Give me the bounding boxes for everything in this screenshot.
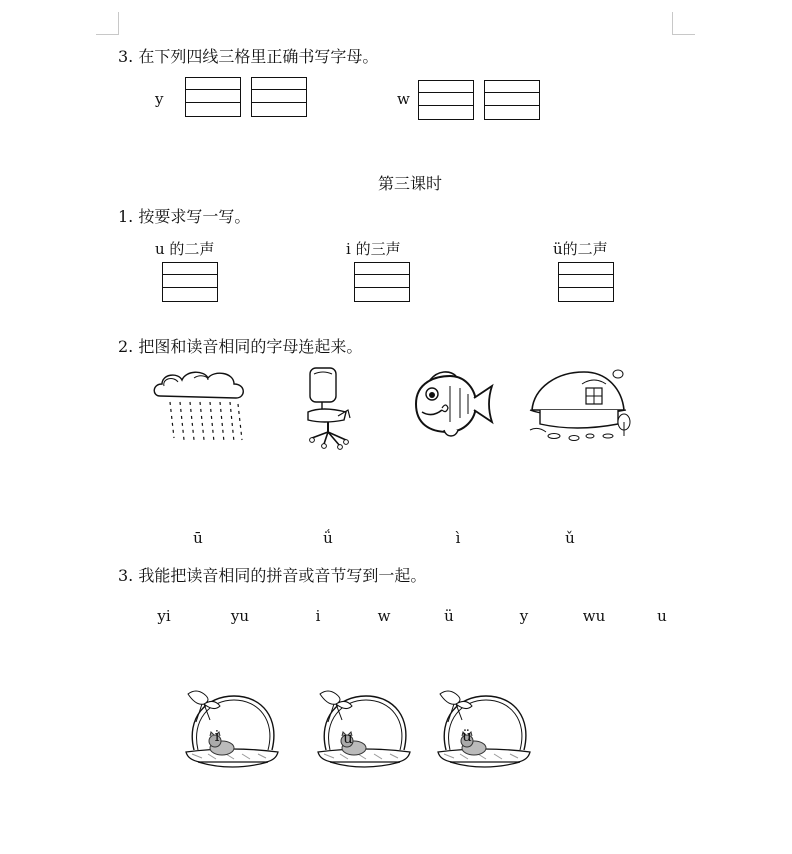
- tone-label-u: u 的二声: [155, 240, 215, 258]
- fish-icon[interactable]: [410, 368, 496, 440]
- syllable-option[interactable]: yu: [230, 607, 250, 625]
- tone-label-i: i 的三声: [346, 240, 401, 258]
- basket-icon[interactable]: [434, 688, 534, 774]
- writing-grid[interactable]: [185, 77, 241, 117]
- writing-grid[interactable]: [354, 262, 410, 302]
- syllable-option[interactable]: wu: [582, 607, 606, 625]
- question-1-title: 1. 按要求写一写。: [118, 207, 251, 226]
- tone-letter-option[interactable]: ì: [455, 529, 461, 547]
- syllable-option[interactable]: y: [519, 607, 529, 625]
- writing-grid[interactable]: [418, 80, 474, 120]
- letter-w-label: w: [397, 90, 410, 108]
- lesson-title: 第三课时: [378, 174, 443, 193]
- page-corner-mark-top-left: [96, 12, 119, 35]
- basket-label: i: [214, 727, 220, 745]
- tone-letter-option[interactable]: ǘ: [323, 529, 333, 547]
- syllable-option[interactable]: w: [377, 607, 391, 625]
- question-3-title-prev: 3. 在下列四线三格里正确书写字母。: [118, 47, 379, 66]
- basket-label: ü: [462, 727, 472, 745]
- letter-y-label: y: [155, 90, 164, 108]
- syllable-option[interactable]: ü: [444, 607, 454, 625]
- syllable-option[interactable]: u: [657, 607, 667, 625]
- page-corner-mark-top-right: [672, 12, 695, 35]
- house-icon[interactable]: [526, 366, 638, 444]
- tone-letter-option[interactable]: ū: [193, 529, 203, 547]
- question-2-title: 2. 把图和读音相同的字母连起来。: [118, 337, 363, 356]
- writing-grid[interactable]: [558, 262, 614, 302]
- writing-grid[interactable]: [251, 77, 307, 117]
- basket-icon[interactable]: [182, 688, 282, 774]
- writing-grid[interactable]: [162, 262, 218, 302]
- syllable-option[interactable]: i: [315, 607, 321, 625]
- writing-grid[interactable]: [484, 80, 540, 120]
- chair-icon[interactable]: [300, 366, 360, 448]
- basket-label: u: [343, 729, 353, 747]
- syllable-option[interactable]: yi: [157, 607, 171, 625]
- question-3-title: 3. 我能把读音相同的拼音或音节写到一起。: [118, 566, 427, 585]
- tone-letter-option[interactable]: ǔ: [565, 529, 575, 547]
- rain-cloud-icon[interactable]: [150, 368, 250, 448]
- basket-icon[interactable]: [314, 688, 414, 774]
- tone-label-v: ü的二声: [553, 240, 608, 258]
